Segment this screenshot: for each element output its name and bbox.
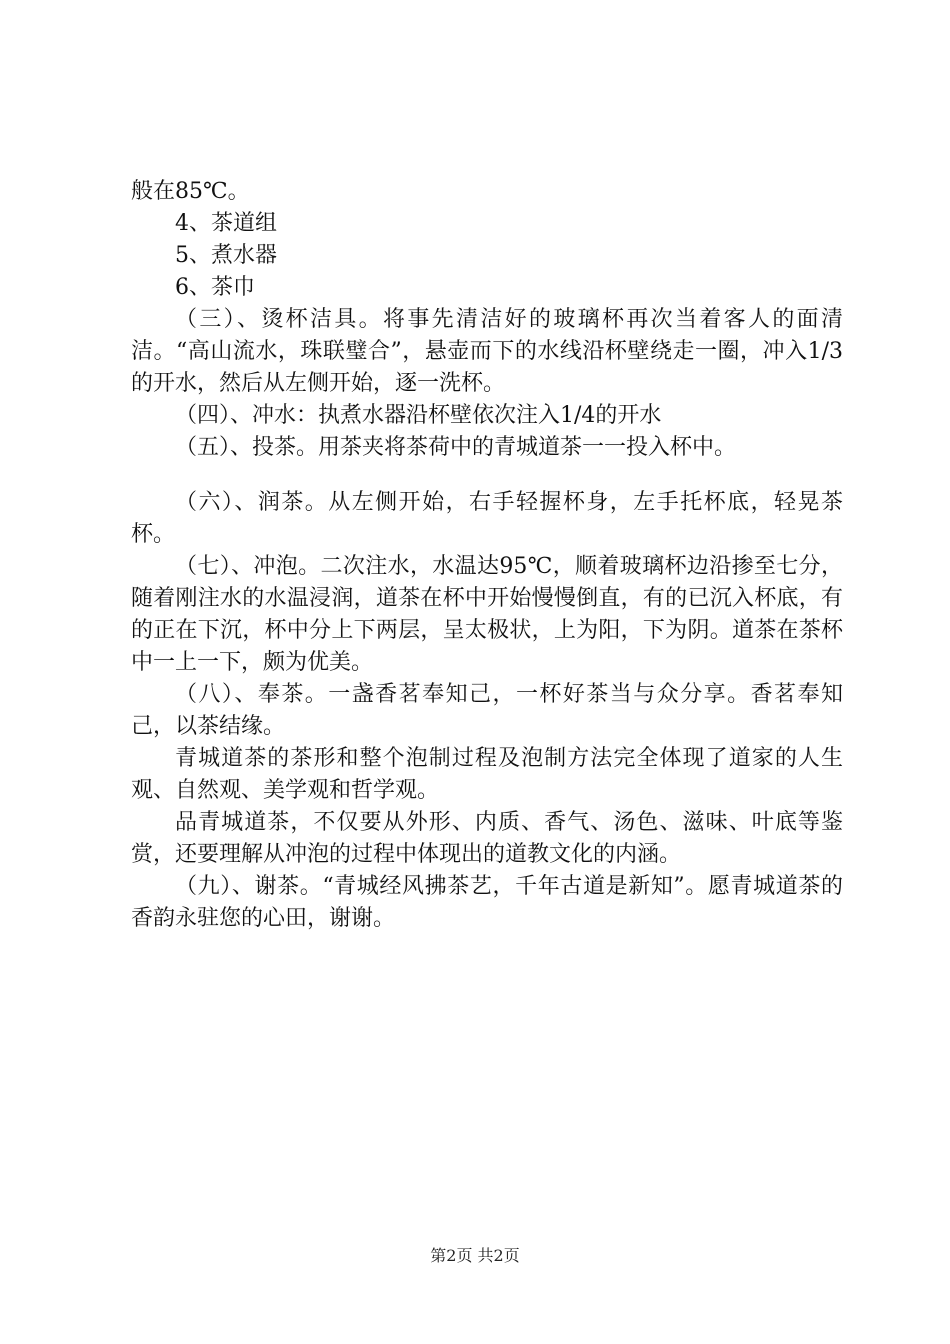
paragraph-step-6: （六）、润茶。从左侧开始，右手轻握杯身，左手托杯底，轻晃茶杯。: [131, 490, 843, 547]
paragraph-step-8: （八）、奉茶。一盏香茗奉知己，一杯好茶当与众分享。香茗奉知己，以茶结缘。: [131, 682, 843, 739]
page-footer: 第2页 共2页: [430, 1246, 520, 1265]
list-item-tea-towel: 6、茶巾: [175, 275, 255, 300]
document-body: [131, 176, 843, 935]
paragraph-step-7: （七）、冲泡。二次注水，水温达95℃，顺着玻璃杯边沿掺至七分，随着刚注水的水温浸润，道茶在杯中开始慢慢倒直，有的已沉入杯底，有的正在下沉，杯中分上下两层，呈太极状，上为阳，下为阴。道茶在茶杯中一上一下，颇为优美。: [131, 554, 843, 675]
paragraph-summary: 青城道茶的茶形和整个泡制过程及泡制方法完全体现了道家的人生观、自然观、美学观和哲学观。: [131, 746, 843, 803]
paragraph-step-4: （四）、冲水：执煮水器沿杯壁依次注入1/4的开水: [175, 403, 662, 428]
list-item-tea-tools: 4、茶道组: [175, 211, 277, 236]
paragraph-step-3: （三）、烫杯洁具。将事先清洁好的玻璃杯再次当着客人的面清洁。“高山流水，珠联璧合”，悬壶而下的水线沿杯壁绕走一圈，冲入1/3的开水，然后从左侧开始，逐一洗杯。: [131, 307, 843, 396]
paragraph-continuation: 般在85℃。: [131, 179, 250, 204]
paragraph-step-5: （五）、投茶。用茶夹将茶荷中的青城道茶一一投入杯中。: [175, 435, 737, 460]
list-item-water-boiler: 5、煮水器: [175, 243, 277, 268]
paragraph-appreciation: 品青城道茶，不仅要从外形、内质、香气、汤色、滋味、叶底等鉴赏，还要理解从冲泡的过程中体现出的道教文化的内涵。: [131, 810, 843, 867]
paragraph-step-9: （九）、谢茶。“青城经风拂茶艺，千年古道是新知”。愿青城道茶的香韵永驻您的心田，谢谢。: [131, 874, 843, 931]
paragraph-gap: [131, 464, 843, 487]
